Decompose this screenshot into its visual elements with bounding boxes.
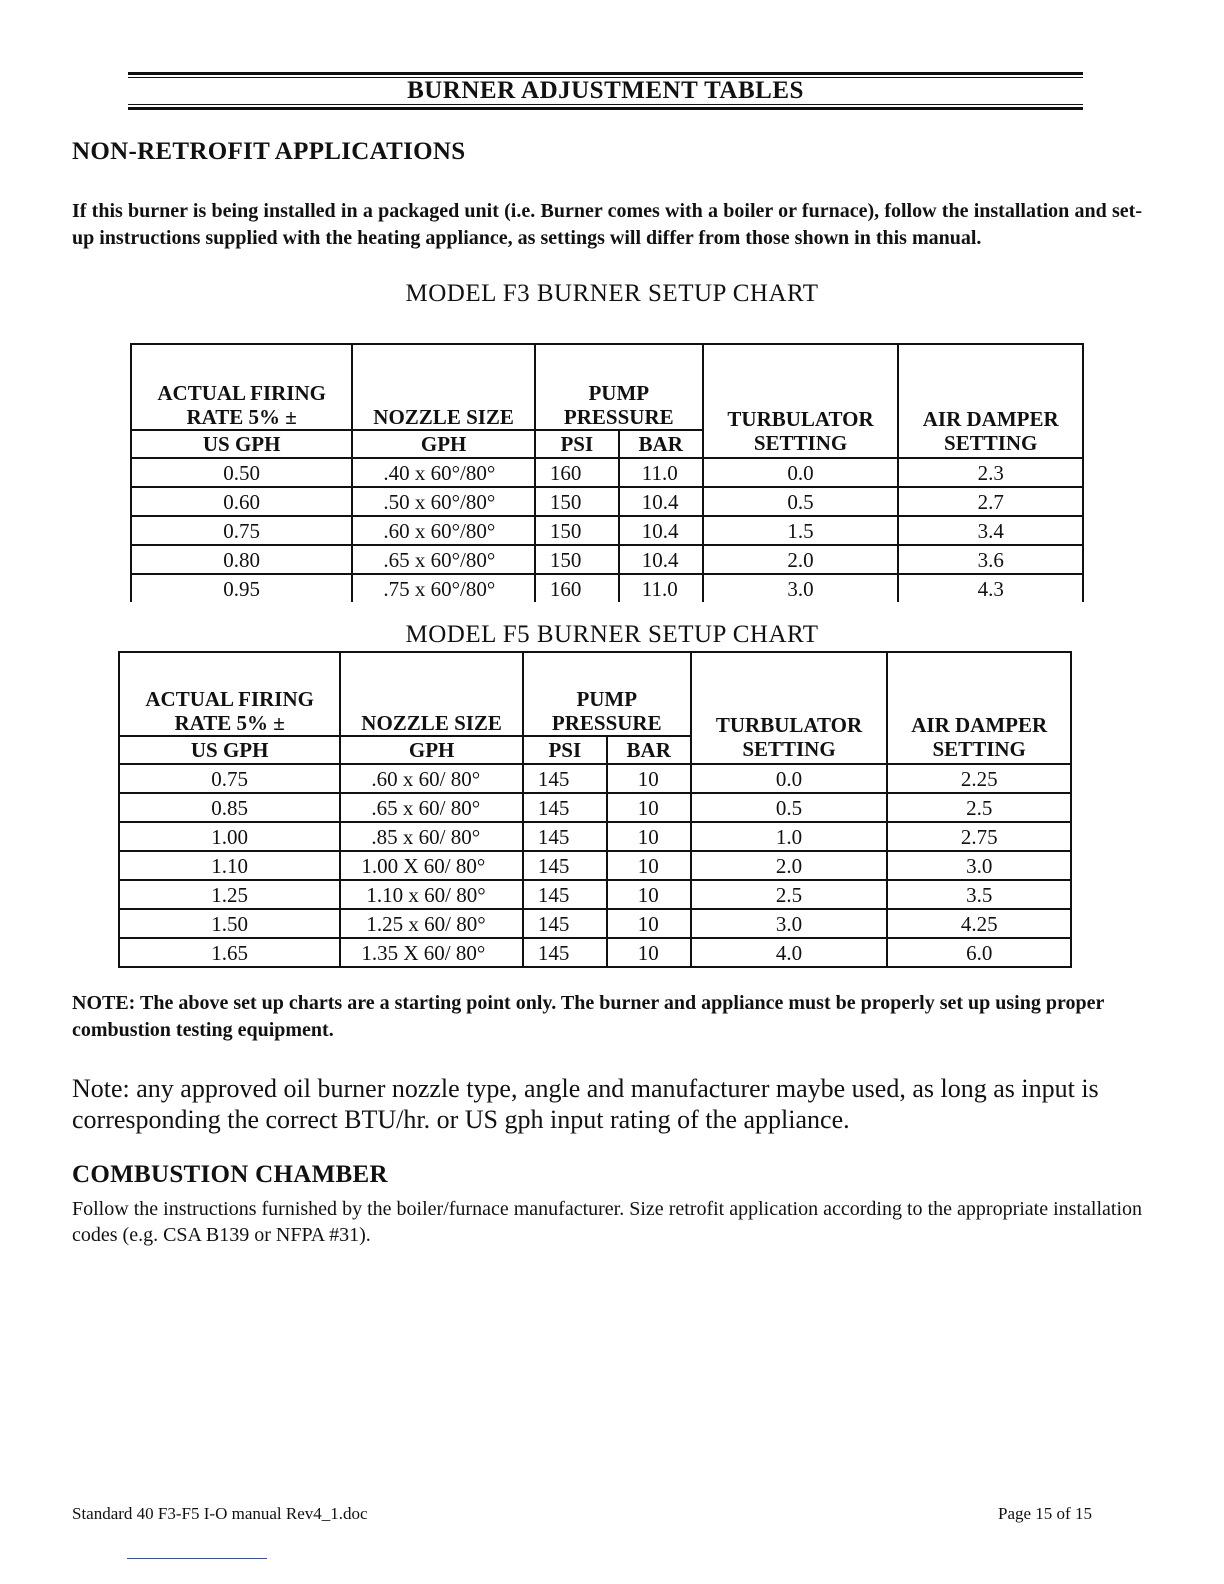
air-damper-cell: 4.25 [887,909,1071,938]
psi-cell: 160 [535,458,619,487]
f5-chart-title: MODEL F5 BURNER SETUP CHART [405,621,819,648]
table-row [119,793,1071,822]
table-row [119,822,1071,851]
f5-header-psi: PSI [523,736,607,764]
table-row [131,545,1083,574]
turbulator-cell: 1.0 [691,822,888,851]
nozzle-cell: 1.00 X 60/ 80° [340,851,523,880]
table-row [131,516,1083,545]
psi-cell: 145 [523,822,607,851]
psi-cell: 145 [523,793,607,822]
table-row [131,458,1083,487]
firing-rate-cell: 0.95 [131,574,352,602]
air-damper-cell: 2.7 [898,487,1083,516]
turbulator-cell: 2.0 [691,851,888,880]
f5-header-bar: BAR [607,736,691,764]
firing-rate-cell: 1.25 [119,880,340,909]
table-row [119,938,1071,967]
nozzle-cell: .60 x 60°/80° [352,516,535,545]
combustion-paragraph: Follow the instructions furnished by the boiler/furnace manufacturer. Size retrofit application according to the appropriate installation codes (e.g. CSA B139 or NFPA #31). [72,1198,1142,1246]
f5-header-gph: GPH [340,736,523,764]
nozzle-note: Note: any approved oil burner nozzle type, angle and manufacturer maybe used, as long as input is corresponding the correct BTU/hr. or US gph input rating of the appliance. [72,1074,1099,1134]
f3-header-gph: GPH [352,430,535,458]
turbulator-cell: 2.5 [691,880,888,909]
psi-cell: 160 [535,574,619,602]
table-row [119,851,1071,880]
non-retrofit-paragraph: If this burner is being installed in a packaged unit (i.e. Burner comes with a boiler or furnace), follow the installation and set-up instructions supplied with the heating appliance, as settings will differ from those shown in this manual. [72,200,1142,249]
f3-header-firing-rate: ACTUAL FIRING RATE 5% ± [131,344,352,430]
bar-cell: 10.4 [619,516,703,545]
f3-header-nozzle-size: NOZZLE SIZE [352,344,535,430]
air-damper-cell: 3.4 [898,516,1083,545]
turbulator-cell: 0.5 [691,793,888,822]
air-damper-cell: 6.0 [887,938,1071,967]
turbulator-cell: 4.0 [691,938,888,967]
f5-header-turbulator: TURBULATOR SETTING [691,652,888,764]
f5-header-air-damper: AIR DAMPER SETTING [887,652,1071,764]
psi-cell: 145 [523,851,607,880]
air-damper-cell: 2.5 [887,793,1071,822]
psi-cell: 145 [523,909,607,938]
firing-rate-cell: 1.50 [119,909,340,938]
setup-note: NOTE: The above set up charts are a starting point only. The burner and appliance must be properly set up using proper combustion testing equipment. [72,992,1105,1041]
combustion-heading: COMBUSTION CHAMBER [72,1161,388,1188]
psi-cell: 145 [523,880,607,909]
table-row [119,880,1071,909]
nozzle-cell: .65 x 60°/80° [352,545,535,574]
nozzle-cell: .85 x 60/ 80° [340,822,523,851]
f3-header-turbulator: TURBULATOR SETTING [703,344,899,458]
bar-cell: 10 [607,793,691,822]
footer-page-number: Page 15 of 15 [998,1504,1092,1523]
footer-document-name: Standard 40 F3-F5 I-O manual Rev4_1.doc [72,1504,368,1523]
nozzle-cell: .40 x 60°/80° [352,458,535,487]
psi-cell: 150 [535,545,619,574]
nozzle-cell: .75 x 60°/80° [352,574,535,602]
bar-cell: 10.4 [619,487,703,516]
table-row [131,487,1083,516]
bar-cell: 11.0 [619,574,703,602]
nozzle-cell: .65 x 60/ 80° [340,793,523,822]
f3-header-psi: PSI [535,430,619,458]
f5-header-us-gph: US GPH [119,736,340,764]
bar-cell: 11.0 [619,458,703,487]
firing-rate-cell: 0.75 [119,764,340,793]
firing-rate-cell: 1.65 [119,938,340,967]
air-damper-cell: 4.3 [898,574,1083,602]
turbulator-cell: 2.0 [703,545,899,574]
footer-divider [127,1558,267,1559]
turbulator-cell: 0.0 [703,458,899,487]
table-row [119,764,1071,793]
air-damper-cell: 3.5 [887,880,1071,909]
bar-cell: 10 [607,880,691,909]
page-title: BURNER ADJUSTMENT TABLES [407,77,804,104]
bar-cell: 10 [607,851,691,880]
f3-chart-title: MODEL F3 BURNER SETUP CHART [405,280,819,307]
f5-header-row [119,652,1071,736]
non-retrofit-heading: NON-RETROFIT APPLICATIONS [72,138,466,165]
firing-rate-cell: 0.85 [119,793,340,822]
nozzle-cell: .60 x 60/ 80° [340,764,523,793]
psi-cell: 145 [523,764,607,793]
f3-header-us-gph: US GPH [131,430,352,458]
nozzle-cell: .50 x 60°/80° [352,487,535,516]
firing-rate-cell: 0.50 [131,458,352,487]
nozzle-cell: 1.25 x 60/ 80° [340,909,523,938]
f3-header-bar: BAR [619,430,703,458]
f3-header-air-damper: AIR DAMPER SETTING [898,344,1083,458]
bar-cell: 10 [607,938,691,967]
f5-header-pump-pressure: PUMP PRESSURE [523,652,691,736]
psi-cell: 145 [523,938,607,967]
bar-cell: 10 [607,822,691,851]
nozzle-cell: 1.35 X 60/ 80° [340,938,523,967]
turbulator-cell: 1.5 [703,516,899,545]
table-row [131,574,1083,602]
turbulator-cell: 0.0 [691,764,888,793]
firing-rate-cell: 0.80 [131,545,352,574]
f3-header-row [131,344,1083,430]
header-rule-bottom [128,104,1083,110]
air-damper-cell: 3.6 [898,545,1083,574]
f3-header-pump-pressure: PUMP PRESSURE [535,344,703,430]
turbulator-cell: 0.5 [703,487,899,516]
firing-rate-cell: 1.10 [119,851,340,880]
turbulator-cell: 3.0 [691,909,888,938]
f5-setup-table [118,651,1072,968]
psi-cell: 150 [535,516,619,545]
f5-header-nozzle-size: NOZZLE SIZE [340,652,523,736]
bar-cell: 10 [607,764,691,793]
f5-header-firing-rate: ACTUAL FIRING RATE 5% ± [119,652,340,736]
bar-cell: 10 [607,909,691,938]
turbulator-cell: 3.0 [703,574,899,602]
psi-cell: 150 [535,487,619,516]
firing-rate-cell: 0.75 [131,516,352,545]
air-damper-cell: 2.25 [887,764,1071,793]
table-row [119,909,1071,938]
nozzle-cell: 1.10 x 60/ 80° [340,880,523,909]
air-damper-cell: 2.75 [887,822,1071,851]
bar-cell: 10.4 [619,545,703,574]
firing-rate-cell: 1.00 [119,822,340,851]
air-damper-cell: 2.3 [898,458,1083,487]
air-damper-cell: 3.0 [887,851,1071,880]
f3-setup-table [130,343,1084,602]
firing-rate-cell: 0.60 [131,487,352,516]
